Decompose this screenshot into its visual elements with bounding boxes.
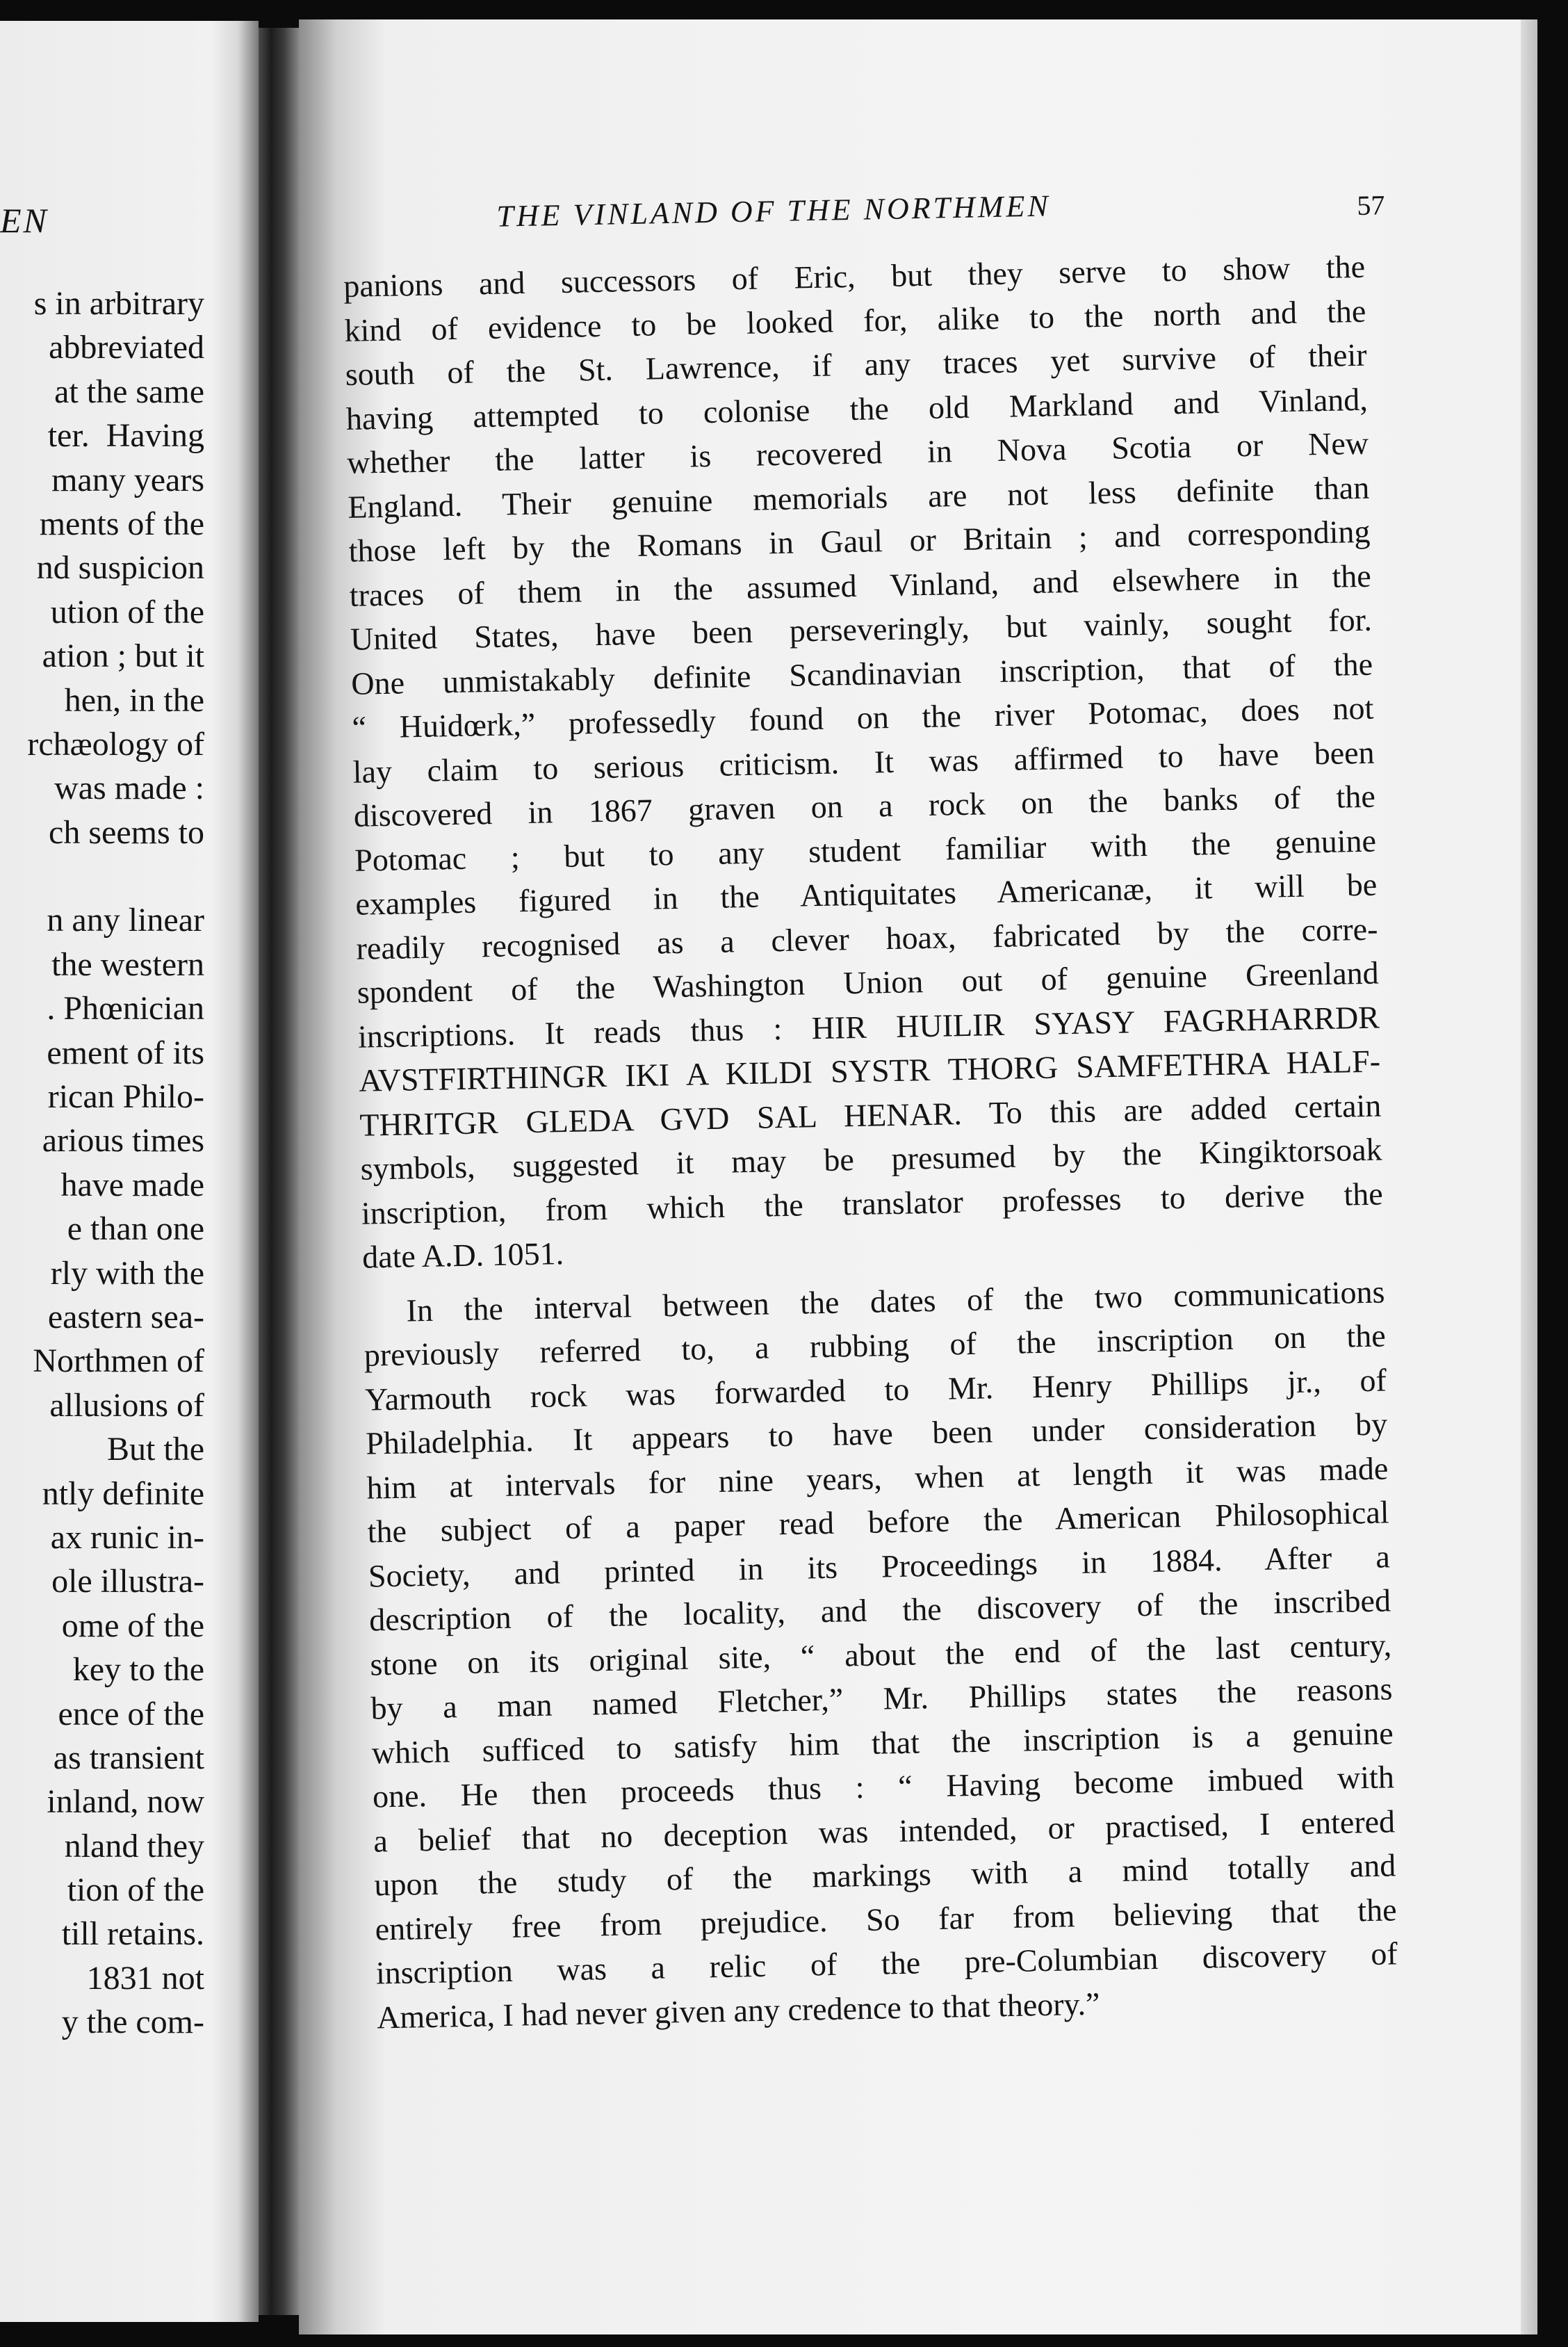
left-text-line <box>27 854 204 898</box>
text-line: inscription was a relic of the pre-Columbian discovery of <box>375 1935 1398 1991</box>
page-number: 57 <box>1356 189 1385 221</box>
text-line: one. He then proceeds thus : “ Having become imbued with <box>372 1759 1395 1814</box>
text-line: Potomac ; but to any student familiar with the genuine <box>354 822 1377 878</box>
text-line: those left by the Romans in Gaul or Britain ; and corresponding <box>348 513 1371 569</box>
text-line: entirely free from prejudice. So far from believing that the <box>375 1891 1397 1947</box>
text-line: previously referred to, a rubbing of the inscription on the <box>364 1317 1387 1373</box>
left-text-line: ments of the <box>39 505 204 542</box>
left-text-line: ntly definite <box>42 1475 204 1512</box>
text-line: a belief that no deception was intended, or practised, I entered <box>373 1803 1396 1859</box>
left-text-line: ement of its <box>47 1034 204 1071</box>
left-text-line: rly with the <box>50 1254 204 1292</box>
text-line: date A.D. 1051. <box>361 1235 564 1275</box>
paragraph-1 <box>343 245 1385 1279</box>
left-text-line: ation ; but it <box>42 637 204 675</box>
text-line: readily recognised as a clever hoax, fabricated by the corre- <box>356 911 1378 966</box>
left-text-line: nd suspicion <box>36 549 204 587</box>
left-text-line: eastern sea- <box>47 1298 204 1335</box>
text-line: upon the study of the markings with a mind totally and <box>373 1847 1396 1903</box>
left-running-head: EN <box>0 201 49 240</box>
book-gutter <box>259 28 300 2315</box>
text-line: America, I had never given any credence to that theory.” <box>376 1985 1100 2036</box>
left-text-line: abbreviated <box>49 329 204 366</box>
left-text-line: key to the <box>72 1651 204 1689</box>
text-line: AVSTFIRTHINGR IKI A KILDI SYSTR THORG SAMFETHRA HALF- <box>358 1043 1381 1098</box>
text-line: by a man named Fletcher,” Mr. Phillips states the reasons <box>370 1671 1393 1726</box>
text-line: spondent of the Washington Union out of genuine Greenland <box>357 955 1380 1010</box>
text-line: inscriptions. It reads thus : HIR HUILIR SYASY FAGRHARRDR <box>357 999 1380 1055</box>
left-page <box>0 21 259 2322</box>
left-page-text <box>27 282 204 2045</box>
left-text-line: ution of the <box>50 593 204 631</box>
paragraph-2 <box>363 1269 1398 2040</box>
text-line: inscription, from which the translator professes to derive the <box>361 1176 1384 1231</box>
left-text-line: have made <box>60 1166 204 1203</box>
text-line: stone on its original site, “ about the end of the last century, <box>369 1626 1392 1682</box>
left-text-line: till retains. <box>61 1915 204 1953</box>
text-line: discovered in 1867 graven on a rock on the banks of the <box>353 778 1376 834</box>
left-text-line: inland, now <box>47 1783 204 1821</box>
left-text-line: rican Philo- <box>47 1078 204 1116</box>
text-line: examples figured in the Antiquitates Americanæ, it will be <box>354 866 1378 922</box>
left-text-line: hen, in the <box>64 681 204 719</box>
left-text-line: n any linear <box>47 902 204 939</box>
text-line: kind of evidence to be looked for, alike to the north and the <box>344 293 1366 348</box>
page-edge <box>1521 19 1537 2334</box>
left-text-line: ch seems to <box>49 813 204 851</box>
text-line: which sufficed to satisfy him that the inscription is a genuine <box>371 1714 1394 1771</box>
text-line: Philadelphia. It appears to have been under consideration by <box>365 1406 1388 1461</box>
text-line: United States, have been perseveringly, but vainly, sought for. <box>350 601 1373 657</box>
text-line: In the interval between the dates of the two communications <box>406 1273 1385 1329</box>
text-line: One unmistakably definite Scandinavian inscription, that of the <box>350 646 1373 701</box>
left-text-line: the western <box>51 945 204 983</box>
left-text-line: . Phœnician <box>47 990 204 1028</box>
text-line: Yarmouth rock was forwarded to Mr. Henry Phillips jr., of <box>364 1361 1387 1418</box>
right-page <box>299 19 1537 2334</box>
text-line: the subject of a paper read before the American Philosophical <box>367 1494 1389 1550</box>
left-text-line: was made : <box>54 770 204 807</box>
text-line: him at intervals for nine years, when at length it was made <box>366 1449 1389 1506</box>
left-text-line: ence of the <box>58 1695 204 1732</box>
text-line: “ Huidœrk,” professedly found on the river Potomac, does not <box>352 690 1374 745</box>
left-text-line: nland they <box>64 1827 204 1865</box>
left-text-line: rchæology of <box>27 725 204 763</box>
text-line: south of the St. Lawrence, if any traces yet survive of their <box>345 336 1367 392</box>
running-head-title: THE VINLAND OF THE NORTHMEN <box>496 188 1052 234</box>
left-text-line: 1831 not <box>86 1959 204 1997</box>
text-line: panions and successors of Eric, but they serve to show the <box>343 248 1366 304</box>
left-text-line: But the <box>107 1431 204 1468</box>
text-line: symbols, suggested it may be presumed by the Kingiktorsoak <box>360 1131 1382 1187</box>
left-text-line: ole illustra- <box>51 1563 204 1600</box>
text-line: description of the locality, and the discovery of the inscribed <box>368 1582 1391 1638</box>
left-text-line: allusions of <box>49 1386 204 1424</box>
left-text-line: ter. Having <box>47 417 204 455</box>
left-text-line: at the same <box>54 373 204 410</box>
text-line: traces of them in the assumed Vinland, and elsewhere in the <box>349 558 1372 613</box>
left-text-line: arious times <box>42 1122 204 1160</box>
left-text-line: ome of the <box>61 1607 204 1644</box>
left-text-line: y the com- <box>61 2004 204 2041</box>
text-line: lay claim to serious criticism. It was affirmed to have been <box>352 734 1375 790</box>
text-line: England. Their genuine memorials are not less definite than <box>347 469 1370 525</box>
left-text-line: ax runic in- <box>50 1518 204 1556</box>
left-text-line: as transient <box>53 1739 204 1776</box>
left-text-line: Northmen of <box>33 1342 204 1380</box>
text-line: Society, and printed in its Proceedings in 1884. After a <box>368 1538 1391 1594</box>
left-text-line: many years <box>51 461 204 498</box>
left-text-line: e than one <box>67 1210 204 1248</box>
text-line: THRITGR GLEDA GVD SAL HENAR. To this are added certain <box>359 1087 1382 1143</box>
left-text-line: tion of the <box>67 1871 204 1909</box>
left-text-line: s in arbitrary <box>33 285 204 322</box>
page-content <box>342 182 1398 2040</box>
text-line: whether the latter is recovered in Nova Scotia or New <box>346 425 1369 480</box>
text-line: having attempted to colonise the old Markland and Vinland, <box>345 381 1369 437</box>
